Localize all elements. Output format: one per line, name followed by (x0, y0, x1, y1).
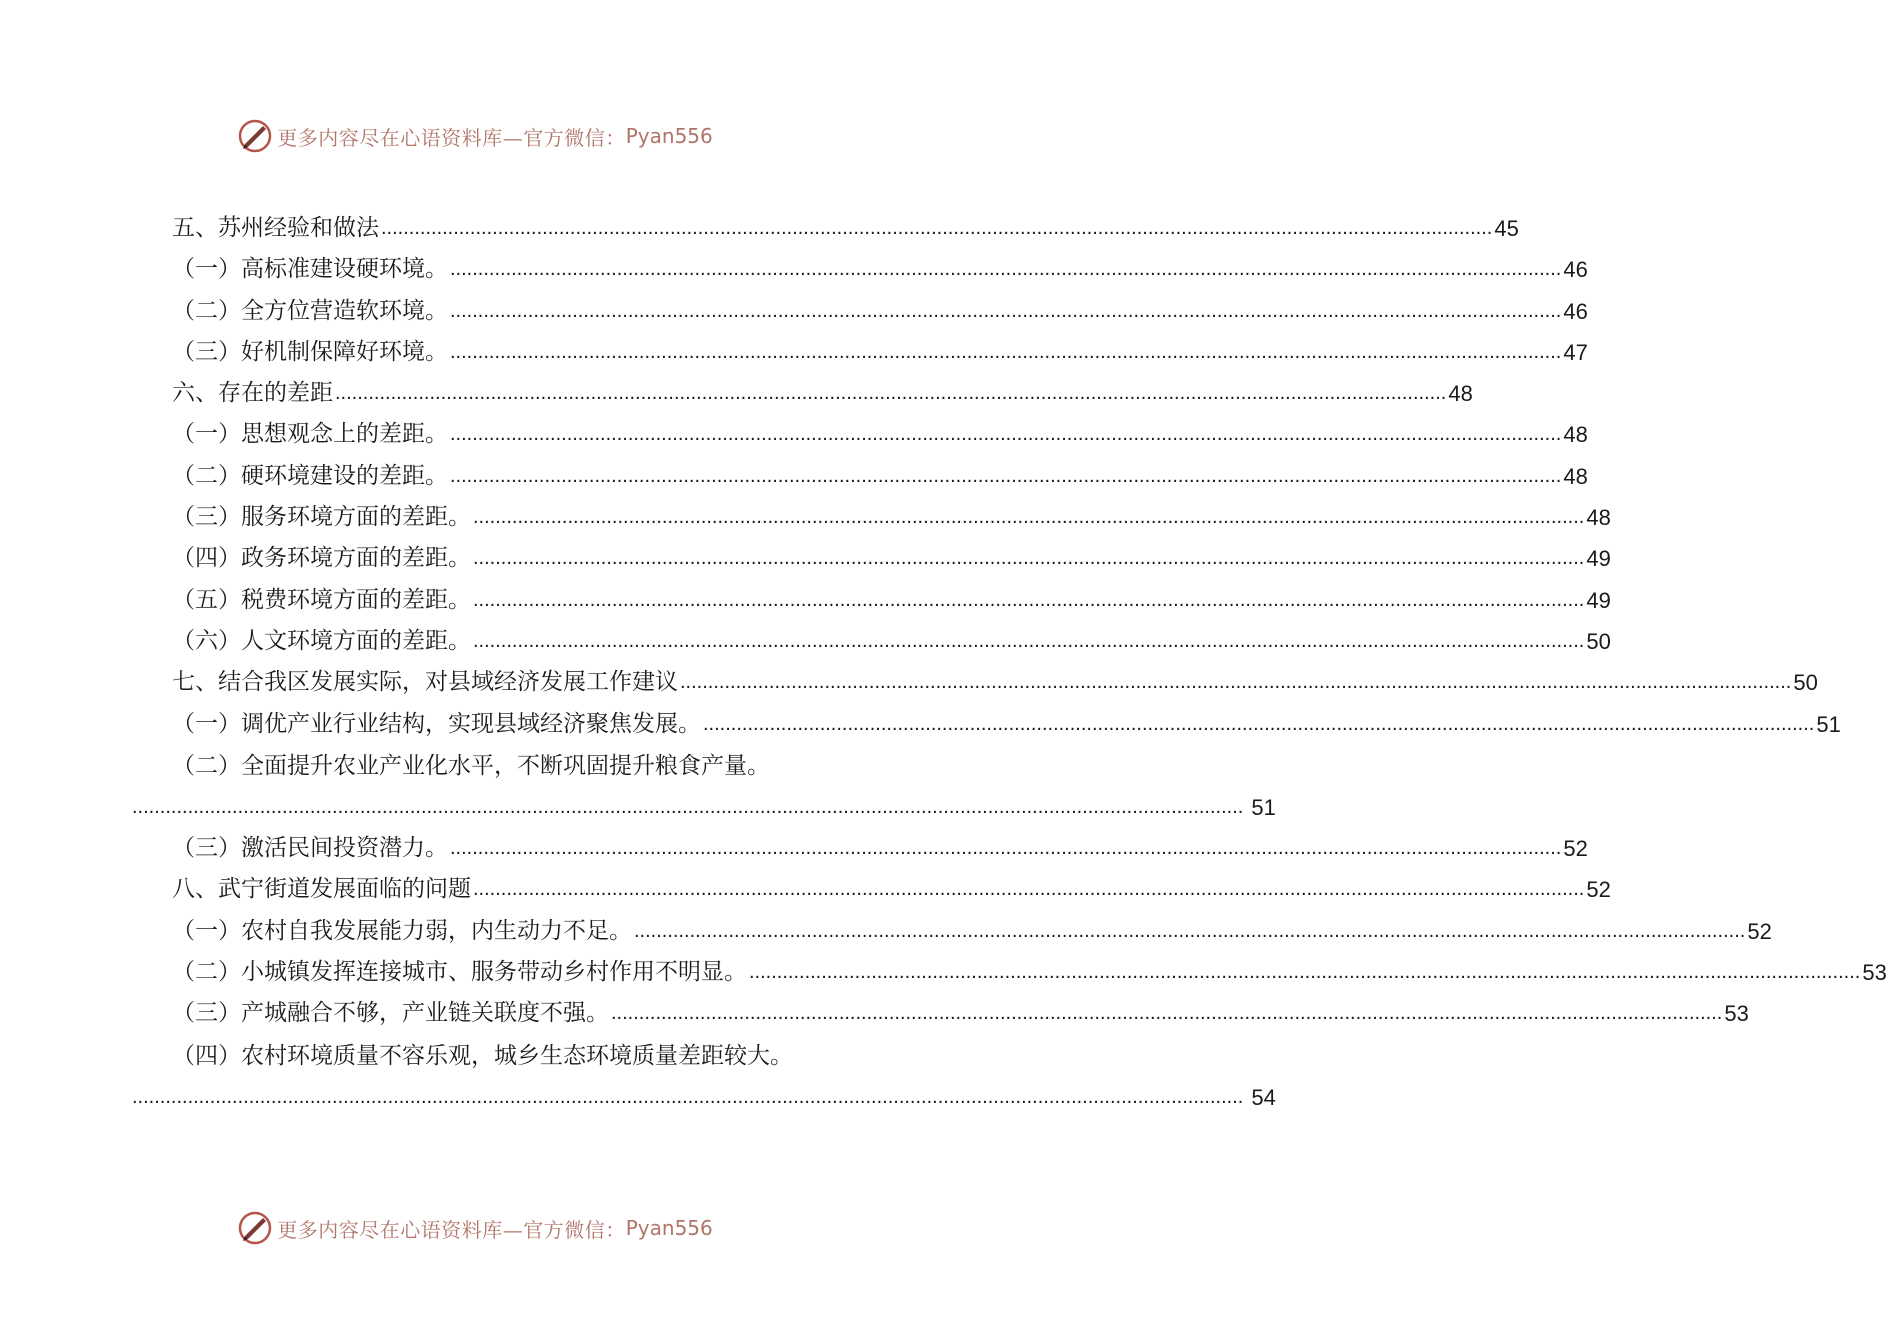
toc-page-number: 45 (1494, 216, 1519, 241)
toc-leader-dots: ........................................................................................................................................................................................................ (132, 795, 1244, 818)
toc-page-number: 52 (1747, 918, 1772, 944)
watermark-text: 更多内容尽在心语资料库—官方微信： (277, 1217, 626, 1242)
toc-entry-title: （一）调优产业行业结构，实现县域经济聚焦发展。 (172, 710, 701, 737)
toc-entry-title: （五）税费环境方面的差距。 (172, 586, 471, 613)
toc-page-number: 48 (1448, 381, 1473, 407)
toc-leader-dots: ........................................................................................................................................................................................................ (450, 299, 1562, 322)
toc-page-number: 54 (1251, 1084, 1276, 1110)
toc-page-number: 50 (1793, 670, 1818, 696)
toc-page-number: 53 (1724, 1001, 1749, 1027)
toc-entry[interactable] (0, 497, 1611, 538)
toc-entry-title: （一）农村自我发展能力弱，内生动力不足。 (172, 917, 632, 944)
toc-leader-dots: ........................................................................................................................................................................................................ (335, 382, 1447, 405)
toc-entry[interactable] (0, 414, 1588, 455)
toc-leader-dots: ........................................................................................................................................................................................................ (450, 464, 1562, 487)
watermark-footer (0, 1208, 950, 1248)
toc-entry[interactable] (0, 662, 1818, 703)
toc-page-number: 48 (1563, 463, 1588, 489)
toc-leader-dots: ........................................................................................................................................................................................................ (132, 1085, 1244, 1108)
toc-entry[interactable] (0, 332, 1588, 373)
toc-page-number: 51 (1816, 711, 1841, 737)
toc-leader-dots: ........................................................................................................................................................................................................ (381, 217, 1493, 239)
toc-leader-dots: ........................................................................................................................................................................................................ (680, 671, 1792, 694)
pen-logo-icon (237, 1210, 273, 1246)
toc-entry[interactable] (0, 291, 1588, 332)
toc-entry[interactable] (0, 745, 950, 787)
toc-entry-title: （三）好机制保障好环境。 (172, 338, 448, 365)
toc-leader-dots: ........................................................................................................................................................................................................ (473, 506, 1585, 529)
toc-entry[interactable] (0, 1035, 950, 1077)
watermark-header (0, 116, 950, 156)
toc-page-number: 47 (1563, 339, 1588, 365)
toc-entry[interactable] (0, 828, 1588, 869)
toc-page-number: 49 (1586, 587, 1611, 613)
toc-entry[interactable] (0, 869, 1611, 910)
toc-leader-dots: ........................................................................................................................................................................................................ (611, 1002, 1723, 1025)
toc-entry-continuation[interactable] (0, 787, 1276, 828)
toc-entry-title: 七、结合我区发展实际，对县域经济发展工作建议 (172, 669, 678, 696)
toc-entry-title: （四）政务环境方面的差距。 (172, 545, 471, 572)
watermark-contact: Pyan556 (625, 124, 713, 148)
toc-page-number: 49 (1586, 546, 1611, 572)
toc-entry[interactable] (0, 208, 1519, 249)
table-of-contents (0, 208, 1887, 1118)
toc-entry-title: （二）全面提升农业产业化水平，不断巩固提升粮食产量。 (172, 752, 770, 779)
toc-leader-dots: ........................................................................................................................................................................................................ (473, 629, 1585, 652)
toc-entry[interactable] (0, 249, 1588, 290)
toc-entry[interactable] (0, 538, 1611, 579)
toc-entry-title: （三）服务环境方面的差距。 (172, 504, 471, 531)
toc-leader-dots: ........................................................................................................................................................................................................ (450, 423, 1562, 446)
toc-page-number: 46 (1563, 298, 1588, 324)
toc-entry-title: 六、存在的差距 (172, 380, 333, 407)
toc-entry-title: 八、武宁街道发展面临的问题 (172, 876, 471, 903)
toc-entry-title: 五、苏州经验和做法 (172, 215, 379, 241)
toc-entry-title: （一）高标准建设硬环境。 (172, 256, 448, 283)
toc-leader-dots: ........................................................................................................................................................................................................ (473, 878, 1585, 901)
toc-entry-continuation[interactable] (0, 1077, 1276, 1118)
toc-page-number: 48 (1586, 505, 1611, 531)
toc-page-number: 50 (1586, 628, 1611, 654)
toc-entry-title: （四）农村环境质量不容乐观，城乡生态环境质量差距较大。 (172, 1042, 793, 1069)
toc-leader-dots: ........................................................................................................................................................................................................ (450, 340, 1562, 363)
toc-entry-title: （二）硬环境建设的差距。 (172, 462, 448, 489)
toc-entry-title: （六）人文环境方面的差距。 (172, 627, 471, 654)
toc-entry-title: （一）思想观念上的差距。 (172, 421, 448, 448)
toc-entry[interactable] (0, 373, 1473, 414)
toc-entry[interactable] (0, 704, 1841, 745)
toc-entry-title: （二）小城镇发挥连接城市、服务带动乡村作用不明显。 (172, 959, 747, 986)
toc-entry-title: （三）激活民间投资潜力。 (172, 835, 448, 862)
toc-page-number: 51 (1251, 794, 1276, 820)
toc-leader-dots: ........................................................................................................................................................................................................ (473, 588, 1585, 611)
pen-logo-icon (237, 118, 273, 154)
toc-leader-dots: ........................................................................................................................................................................................................ (703, 712, 1815, 735)
toc-entry-title: （三）产城融合不够，产业链关联度不强。 (172, 1000, 609, 1027)
toc-entry[interactable] (0, 456, 1588, 497)
toc-leader-dots: ........................................................................................................................................................................................................ (749, 961, 1861, 984)
toc-page-number: 46 (1563, 257, 1588, 283)
toc-page-number: 48 (1563, 422, 1588, 448)
toc-page-number: 52 (1586, 877, 1611, 903)
toc-entry[interactable] (0, 621, 1611, 662)
toc-leader-dots: ........................................................................................................................................................................................................ (634, 919, 1746, 942)
watermark-contact: Pyan556 (625, 1216, 713, 1240)
toc-leader-dots: ........................................................................................................................................................................................................ (450, 837, 1562, 860)
toc-leader-dots: ........................................................................................................................................................................................................ (450, 258, 1562, 281)
toc-entry-title: （二）全方位营造软环境。 (172, 297, 448, 324)
watermark-text: 更多内容尽在心语资料库—官方微信： (277, 125, 626, 150)
toc-page-number: 52 (1563, 836, 1588, 862)
toc-entry[interactable] (0, 580, 1611, 621)
toc-leader-dots: ........................................................................................................................................................................................................ (473, 547, 1585, 570)
toc-entry[interactable] (0, 911, 1772, 952)
toc-page-number: 53 (1862, 960, 1887, 986)
toc-entry[interactable] (0, 993, 1749, 1034)
toc-entry[interactable] (0, 952, 1887, 993)
